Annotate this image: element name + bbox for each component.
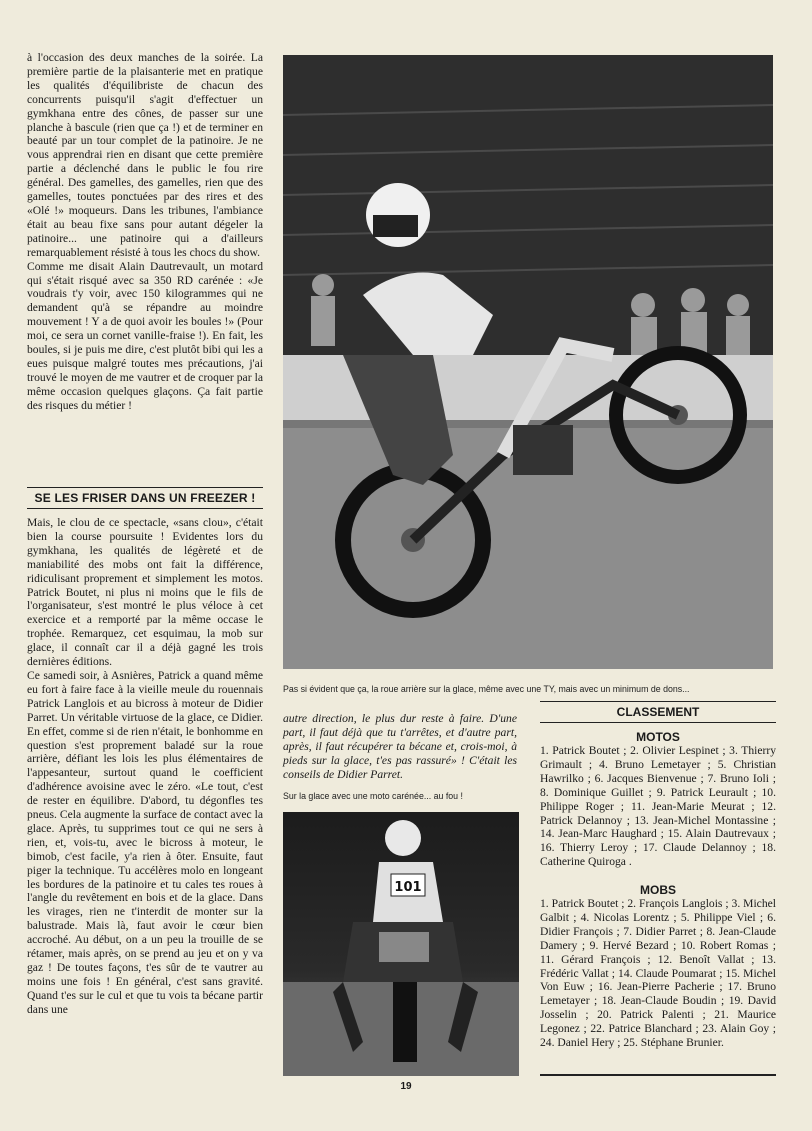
paragraph: Mais, le clou de ce spectacle, «sans clou», c'était bien la course poursuite ! Evidentes lors du gymkhana, les qualités de légèreté et de maniabilité des mobs ont fait la différence, ridiculisant proprement et simplement les motos. Patrick Boutet, ni plus ni moins que le fils de l'organisateur, s'est montré le plus véloce à cet exercice et a remporté par la même occase le trophée. Remarquez, cet esquimau, la mob sur glace, il connaît car il a déjà gagné les trois dernières éditions. bbox=[27, 516, 263, 669]
paragraph: à l'occasion des deux manches de la soirée. La première partie de la plaisanterie met en pratique les qualités d'équilibriste de chacun des concurrents puisqu'il s'agit d'effectuer un gymkhana entre des cônes, de passer sur une planche à bascule (rien que ça !) et de terminer en beauté par un tour complet de la patinoire. Je ne vous apprendrai rien en disant que cette première partie a déclenché dans le public le fou rire général. Des gamelles, des gamelles, rien que des gamelles, toutes ponctuées par des rires et des «Olé !» moqueurs. Dans les tribunes, l'ambiance était au beau fixe sans pour autant dégeler la patinoire... une patinoire qui a d'ailleurs remarquablement résisté à tous les chocs du show. bbox=[27, 51, 263, 259]
article-text-bottom bbox=[27, 516, 263, 1017]
motos-heading: MOTOS bbox=[636, 730, 680, 744]
bib-number: 101 bbox=[394, 880, 422, 895]
classement-heading: CLASSEMENT bbox=[540, 701, 776, 723]
classement-bottom-rule bbox=[540, 1074, 776, 1076]
main-photo bbox=[283, 55, 773, 669]
small-photo-caption: Sur la glace avec une moto carénée... au fou ! bbox=[283, 791, 463, 801]
mobs-results-text: 1. Patrick Boutet ; 2. François Langlois ; 3. Michel Galbit ; 4. Nicolas Lorentz ; 5. Philippe Viel ; 6. Didier François ; 7. Didier Parret ; 8. Jean-Claude Damery ; 9. Hervé Bezard ; 10. Robert Romas ; 11. Gérard François ; 12. Benoît Vallat ; 13. Frédéric Vallat ; 14. Claude Poumarat ; 15. Michel Von Euw ; 16. Jean-Pierre Pacherie ; 17. Bruno Lemetayer ; 18. Jean-Claude Boudin ; 19. David Josselin ; 20. Patrick Palenti ; 21. Maurice Legonez ; 22. Patrice Blanchard ; 23. Alain Goy ; 24. Daniel Hery ; 25. Stéphane Brunier. bbox=[540, 897, 776, 1050]
mobs-results bbox=[540, 897, 776, 1050]
page-number: 19 bbox=[400, 1081, 412, 1092]
section-heading: SE LES FRISER DANS UN FREEZER ! bbox=[27, 487, 263, 509]
main-photo-caption: Pas si évident que ça, la roue arrière sur la glace, même avec une TY, mais avec un minimum de dons... bbox=[283, 684, 690, 694]
paragraph: Ce samedi soir, à Asnières, Patrick a quand même eu fort à faire face à la vieille meule du rouennais Patrick Langlois et au bicross à moteur de Didier Parret. Un véritable virtuose de la glace, ce Didier. En effet, comme si de rien n'était, le bonhomme en question s'est proprement baladé sur la roue arrière, défiant les lois les plus élémentaires de l'appesanteur, surtout quand le coefficient d'adhérence avoisine avec le zéro. «Le tout, c'est de rester en équilibre. D'abord, tu dégonfles tes pneus. Cela augmente la surface de contact avec la glace. Après, tu supprimes tout ce qui ne sers à rien, et, vois-tu, avec le bicross à moteur, le bimob, c'est facile, y'a rien à ôter. Ensuite, faut piger la technique. Tu accélères molo en longeant les bordures de la patinoire et tu cales tes roues à l'angle du revêtement en bois et de la glace. Dans les virages, rien ne t'interdit de monter sur la balustrade. Mais là, faut avoir le cœur bien accroché. Au début, on a un peu la trouille de se rétamer, mais après, on se prend au jeu et on y va gaz ! De toutes façons, t'es sûr de te vautrer au moins une fois ! En général, c'est sans gravité. Quand t'es sur le cul et que tu vois ta bécane partir dans une bbox=[27, 668, 263, 1016]
paragraph: Comme me disait Alain Dautrevault, un motard qui s'était risqué avec sa 350 RD carénée : «Je voudrais t'y voir, avec 150 kilogrammes qui ne demandent qu'à se répandre au moindre mouvement ! Y a de quoi avoir les boules !» (Pour moi, ce sera un cornet vanille-fraise !). En fait, les boules, si je puis me dire, c'est plutôt bibi qui les a eues puisque malgré toutes mes précautions, j'ai trouvé le moyen de me vautrer et de croquer par la même occasion quelques glaçons. Ça fait partie des risques du métier ! bbox=[27, 259, 263, 412]
motos-results-text: 1. Patrick Boutet ; 2. Olivier Lespinet ; 3. Thierry Grimault ; 4. Bruno Lemetayer ; 5. Christian Hawrilko ; 6. Jacques Bienvenue ; 7. Bruno Ioli ; 8. Dominique Guillet ; 9. Patrick Leurault ; 10. Philippe Roger ; 11. Jean-Marie Meurat ; 12. Patrick Delannoy ; 13. Jean-Michel Montassine ; 14. Jean-Marc Haughard ; 15. Alain Dautrevaux ; 16. Thierry Leroy ; 17. Claude Delannoy ; 18. Catherine Quiroga . bbox=[540, 744, 776, 869]
article-text-continued bbox=[283, 712, 517, 782]
article-text-top bbox=[27, 51, 263, 413]
faired-bike-rider-illustration bbox=[283, 812, 519, 1076]
paragraph: autre direction, le plus dur reste à faire. D'une part, il faut déjà que tu t'arrêtes, et d'autre part, après, il faut récupérer ta bécane et, crois-moi, à pieds sur la glace, t'es pas rassuré» ! C'était les conseils de Didier Parret. bbox=[283, 712, 517, 781]
motos-results bbox=[540, 744, 776, 869]
small-photo bbox=[283, 812, 519, 1076]
wheelie-rider-illustration bbox=[283, 55, 773, 669]
mobs-heading: MOBS bbox=[640, 883, 676, 897]
